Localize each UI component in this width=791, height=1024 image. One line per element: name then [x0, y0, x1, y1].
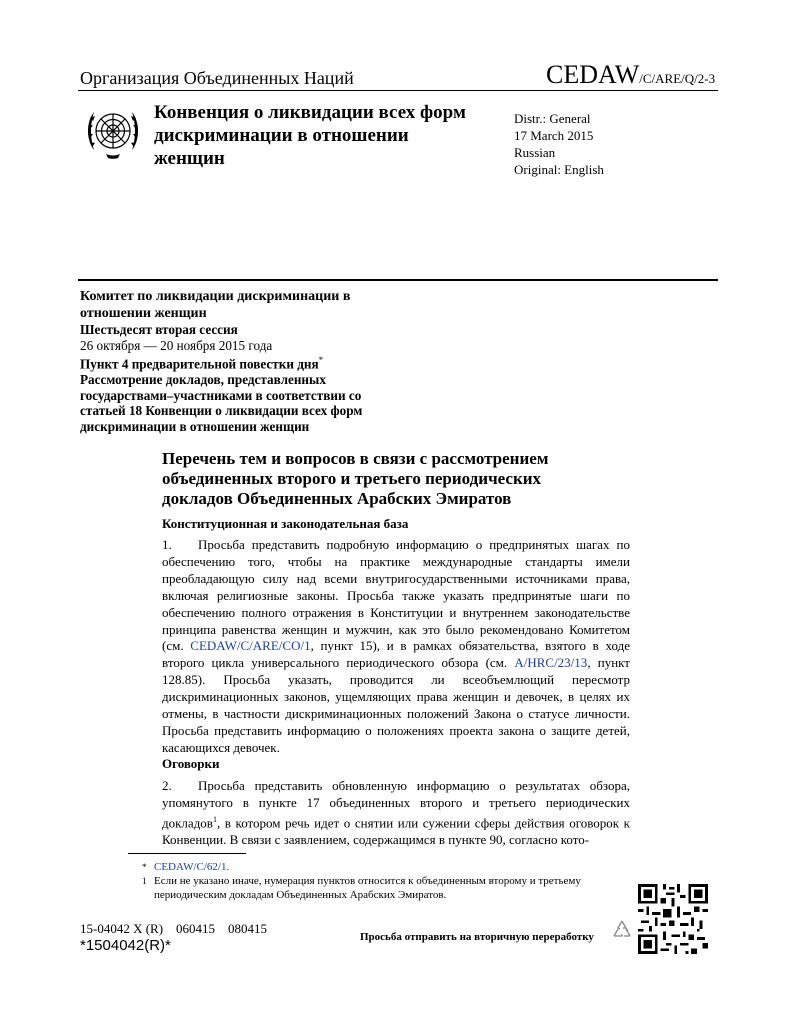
section-heading-constitutional: Конституционная и законодательная база — [162, 516, 409, 531]
committee-name: Комитет по ликвидации дискриминации в отношении женщин — [80, 289, 351, 321]
footnote-1: 1 Если не указано иначе, нумерация пунктов относится к объединенным второму и третьему периодическим докладам Объединенных Арабских Эмиратов. — [142, 875, 581, 901]
agenda-footnote-marker: * — [318, 355, 324, 366]
session-dates: 26 октября — 20 ноября 2015 года — [80, 337, 273, 353]
symbol-suffix: /C/ARE/Q/2-3 — [639, 71, 716, 86]
paragraph-2: 2. Просьба представить обновленную информацию о результатах обзора, упомянутого в пункте 17 объединенных второго и третьего периодических докладов$^1$, в котором речь идет о снятии или сужении сферы действия оговорок к Конвенции. В связи с заявлением, содержащимся в пункте 90, согласно кото- — [162, 778, 630, 848]
session-title: Шестьдесят вторая сессия — [80, 322, 238, 337]
organization-name: Организация Объединенных Наций — [80, 68, 354, 88]
paragraph-number: 1. — [162, 537, 172, 552]
reference-link-cedaw-co[interactable]: CEDAW/C/ARE/CO/1 — [190, 638, 311, 654]
recycle-text: Просьба отправить на вторичную переработку — [360, 931, 594, 943]
qr-code-icon — [638, 884, 708, 954]
footnote-star: * CEDAW/C/62/1. — [142, 861, 230, 873]
distr-language: Russian — [514, 145, 556, 160]
distribution-block — [514, 110, 604, 178]
section-heading-reservations: Оговорки — [162, 756, 220, 771]
footnotes — [142, 860, 632, 902]
distr-original: Original: English — [514, 162, 604, 177]
distr-date: 17 March 2015 — [514, 128, 594, 143]
distr-line: Distr.: General — [514, 111, 591, 126]
section-rule — [78, 279, 718, 281]
agenda-item: Пункт 4 предварительной повестки дня* — [80, 355, 324, 372]
un-emblem-icon — [80, 98, 146, 164]
symbol-main: CEDAW — [546, 60, 640, 89]
footnote-rule — [128, 853, 246, 854]
paragraph-1: 1. Просьба представить подробную информацию о предпринятых шагах по обеспечению того, чтобы на практике международные стандарты имели преобладающую силу над всеми внутригосударственными источниками права, включая религиозные законы. Просьба также указать предпринятые шаги по обеспечению полного отражения в Конституции и внутреннем законодательстве принципа равенства женщин и мужчин, как это было рекомендовано Комитетом (см. CEDAW/C/ARE/CO/1, пункт 15), и в рамках обязательства, взятого в ходе второго цикла универсального периодического обзора (см. A/HRC/23/13, пункт 128.85). Просьба указать, проводится ли всеобъемлющий пересмотр дискриминационных законов, ущемляющих права женщин и девочек, в целях их отмены, в частности дискриминационных положений Закона о статусе личности. Просьба представить информацию о положениях проекта закона о защите детей, касающихся девочек. — [162, 537, 630, 755]
recycle-icon — [610, 918, 634, 942]
reference-link-hrc[interactable]: A/HRC/23/13 — [514, 655, 588, 671]
convention-title: Конвенция о ликвидации всех форм дискриминации в отношении женщин — [154, 102, 466, 169]
paragraph-number: 2. — [162, 778, 172, 793]
agenda-topic: Рассмотрение докладов, представленных государствами–участниками в соответствии со статьей 18 Конвенции о ликвидации всех форм дискриминации в отношении женщин — [80, 372, 363, 434]
barcode-text: *1504042(R)* — [80, 937, 171, 954]
committee-block — [80, 288, 410, 435]
header-rule — [78, 90, 718, 91]
job-number: 15-04042 X (R) 060415 080415 — [80, 921, 268, 936]
document-symbol — [546, 60, 715, 90]
footnote-marker: 1 — [212, 814, 217, 824]
footnote-agenda-link[interactable]: CEDAW/C/62/1. — [154, 861, 230, 873]
document-title: Перечень тем и вопросов в связи с рассмотрением объединенных второго и третьего периодических докладов Объединенных Арабских Эмиратов — [162, 449, 549, 508]
